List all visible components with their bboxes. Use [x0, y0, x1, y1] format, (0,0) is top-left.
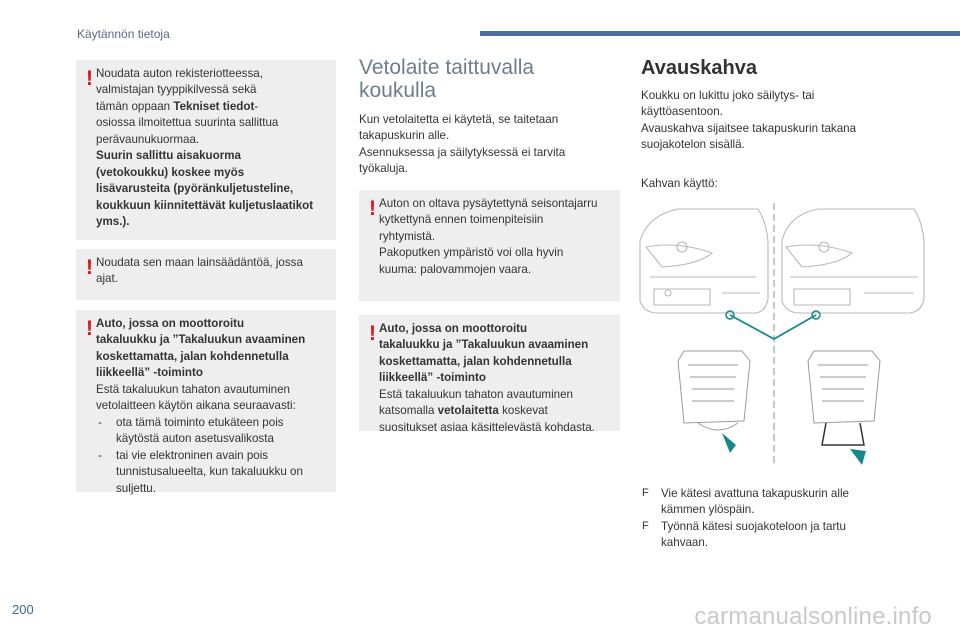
watermark-text: carmanualsonline.info [694, 603, 932, 630]
bold-line: takaluukku ja ”Takaluukun avaaminen [379, 338, 589, 352]
text-line: vetolaitteen käytön aikana seuraavasti: [96, 399, 296, 413]
car-rear-left-illustration [640, 209, 768, 313]
callout-lines [730, 315, 816, 339]
bold-line: koskettamatta, jalan kohdennetulla [96, 349, 289, 363]
arrow-icon [722, 433, 866, 465]
step-item: F Vie kätesi avattuna takapuskurin alle kämmen ylöspäin. [642, 487, 849, 517]
towbar-intro [359, 112, 619, 178]
text-line: käyttöasentoon. [641, 105, 723, 119]
usage-steps [641, 486, 931, 552]
text-line: valmistajan tyyppikilvessä sekä [96, 83, 257, 97]
bold-line: Auto, jossa on moottoroitu [96, 317, 245, 330]
text-line: ryhtymistä. [379, 229, 436, 243]
list-item: - ota tämä toiminto etukäteen pois käytöstä auton asetusvalikosta [96, 415, 330, 448]
bullet-arrow-icon: F [642, 487, 649, 499]
notice-powered-tailgate-2 [359, 315, 620, 434]
towbar-handle-illustration [638, 201, 926, 465]
warning-icon: ! [369, 197, 376, 220]
text-line: Auton on oltava pysäytettynä seisontajarru [379, 197, 598, 210]
warning-icon: ! [369, 322, 376, 345]
text-line: Asennuksessa ja säilytyksessä ei tarvita [359, 145, 566, 159]
text-line: osiossa ilmoitettua suurinta sallittua [96, 116, 279, 130]
bold-line: Suurin sallittu aisakuorma [96, 149, 241, 163]
text-line: kuuma: palovammojen vaara. [379, 262, 532, 276]
page-number: 200 [12, 602, 34, 617]
text-line: Noudata sen maan lainsäädäntöä, jossa [96, 256, 303, 269]
bold-line: koskettamatta, jalan kohdennetulla [379, 354, 572, 368]
text-line: takapuskurin alle. [359, 129, 450, 143]
bold-line: liikkeellä” -toiminto [379, 371, 486, 385]
step-item: F Työnnä kätesi suojakoteloon ja tartu kahvaan. [642, 519, 846, 550]
list-item: - tai vie elektroninen avain pois tunnistusalueelta, kun takaluukku on suljettu. [96, 448, 330, 497]
dash-list [96, 415, 330, 497]
bold-line: takaluukku ja ”Takaluukun avaaminen [96, 333, 306, 347]
notice-handbrake [359, 190, 620, 301]
text-line: suojakotelon sisällä. [641, 138, 745, 152]
section-header: Käytännön tietoja [77, 27, 170, 41]
section-title-towbar: Vetolaite taittuvalla koukulla [359, 56, 535, 103]
notice-powered-tailgate [76, 310, 336, 495]
notice-local-law [76, 249, 336, 300]
handle-pull-illustration [808, 351, 880, 445]
warning-icon: ! [86, 317, 93, 340]
bullet-arrow-icon: F [642, 519, 649, 532]
text-line: perävaunukuormaa. [96, 132, 200, 146]
bold-line: (vetokoukku) koskee myös [96, 165, 245, 179]
text-line: Koukku on lukittu joko säilytys- tai [641, 89, 815, 102]
text-line: työkaluja. [359, 162, 408, 176]
text-line: Avauskahva sijaitsee takapuskurin takana [641, 121, 857, 135]
bold-line: lisävarusteita (pyöränkuljetusteline, [96, 182, 294, 196]
header-accent-bar [480, 31, 960, 36]
notice-trailer-load [76, 60, 336, 240]
text-line: katsomalla vetolaitetta koskevat [379, 404, 548, 418]
hand-under-bumper-illustration [678, 351, 750, 430]
text-line: suositukset asiaa käsittelevästä kohdasta. [379, 420, 595, 434]
bold-line: liikkeellä” -toiminto [96, 366, 203, 380]
text-line: kytkettynä ennen toimenpiteisiin [379, 213, 544, 227]
warning-icon: ! [86, 67, 93, 90]
bold-line: Auto, jossa on moottoroitu [379, 322, 528, 335]
warning-icon: ! [86, 256, 93, 279]
text-line: Pakoputken ympäristö voi olla hyvin [379, 246, 564, 260]
text-line: tämän oppaan Tekniset tiedot- [96, 99, 259, 113]
section-title-release-handle: Avauskahva [641, 57, 757, 79]
handle-usage-label: Kahvan käyttö: [641, 177, 718, 190]
text-line: Kun vetolaitetta ei käytetä, se taitetaan [359, 113, 559, 126]
bold-line: koukkuun kiinnitettävät kuljetuslaatikot [96, 198, 314, 212]
text-line: ajat. [96, 272, 118, 286]
handle-intro [641, 88, 921, 154]
text-line: Noudata auton rekisteriotteessa, [96, 67, 263, 80]
car-rear-right-illustration [782, 209, 924, 313]
text-line: Estä takaluukun tahaton avautuminen [379, 387, 574, 401]
bold-line: yms.). [96, 215, 130, 229]
text-line: Estä takaluukun tahaton avautuminen [96, 382, 291, 396]
